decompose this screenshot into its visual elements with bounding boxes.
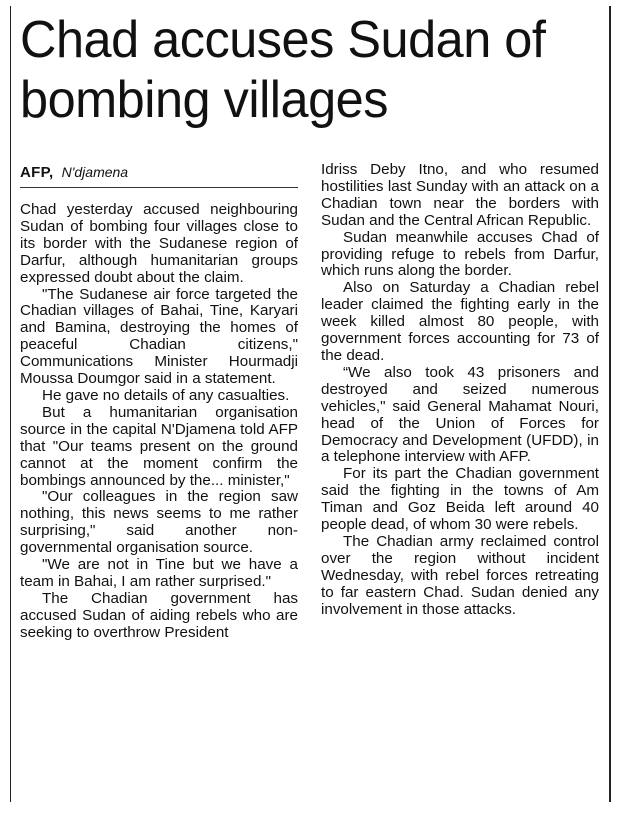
byline-place: N'djamena — [61, 164, 129, 180]
right-frame-rule — [609, 6, 611, 802]
paragraph: "Our colleagues in the region saw nothing, this news seems to me rather surprising," said another non-governmental organisation source. — [20, 488, 298, 557]
paragraph: He gave no details of any casualties. — [42, 386, 290, 404]
headline: Chad accuses Sudan of bombing villages — [20, 11, 546, 129]
paragraph: "The Sudanese air force targeted the Chadian villages of Bahai, Tine, Karyari and Bamina, destroying the homes of peaceful Chadian citizens," Communications Minister Hourmadji Moussa Doumgor said in a statement. — [20, 285, 298, 388]
paragraph: For its part the Chadian government said the fighting in the towns of Am Timan and Goz Beida left around 40 people dead, of whom 30 were rebels. — [321, 465, 599, 534]
byline — [20, 162, 128, 183]
article-column-2 — [321, 162, 599, 618]
paragraph: "We are not in Tine but we have a team in Bahai, I am rather surprised." — [20, 556, 298, 590]
left-frame-rule — [10, 6, 11, 802]
byline-divider — [20, 187, 298, 188]
article-column-1 — [20, 202, 298, 642]
paragraph: Sudan meanwhile accuses Chad of providing refuge to rebels from Darfur, which runs along the border. — [321, 228, 599, 280]
paragraph: Chad yesterday accused neighbouring Sudan of bombing four villages close to its border with the Sudanese region of Darfur, although humanitarian groups expressed doubt about the claim. — [20, 201, 298, 286]
paragraph: The Chadian army reclaimed control over the region without incident Wednesday, with rebel forces retreating to far eastern Chad. Sudan denied any involvement in those attacks. — [321, 532, 599, 618]
paragraph: The Chadian government has accused Sudan of aiding rebels who are seeking to overthrow President — [20, 589, 298, 641]
byline-agency: AFP, — [20, 164, 54, 181]
paragraph: But a humanitarian organisation source in the capital N'Djamena told AFP that "Our teams present on the ground cannot at the moment confirm the bombings announced by the... minister," — [20, 403, 298, 489]
paragraph: “We also took 43 prisoners and destroyed and seized numerous vehicles," said General Mahamat Nouri, head of the Union of Forces for Democracy and Development (UFDD), in a telephone interview with AFP. — [321, 363, 599, 466]
paragraph: Idriss Deby Itno, and who resumed hostilities last Sunday with an attack on a Chadian town near the borders with Sudan and the Central African Republic. — [321, 161, 599, 229]
paragraph: Also on Saturday a Chadian rebel leader claimed the fighting early in the week killed almost 80 people, with government forces accounting for 73 of the dead. — [321, 279, 599, 364]
